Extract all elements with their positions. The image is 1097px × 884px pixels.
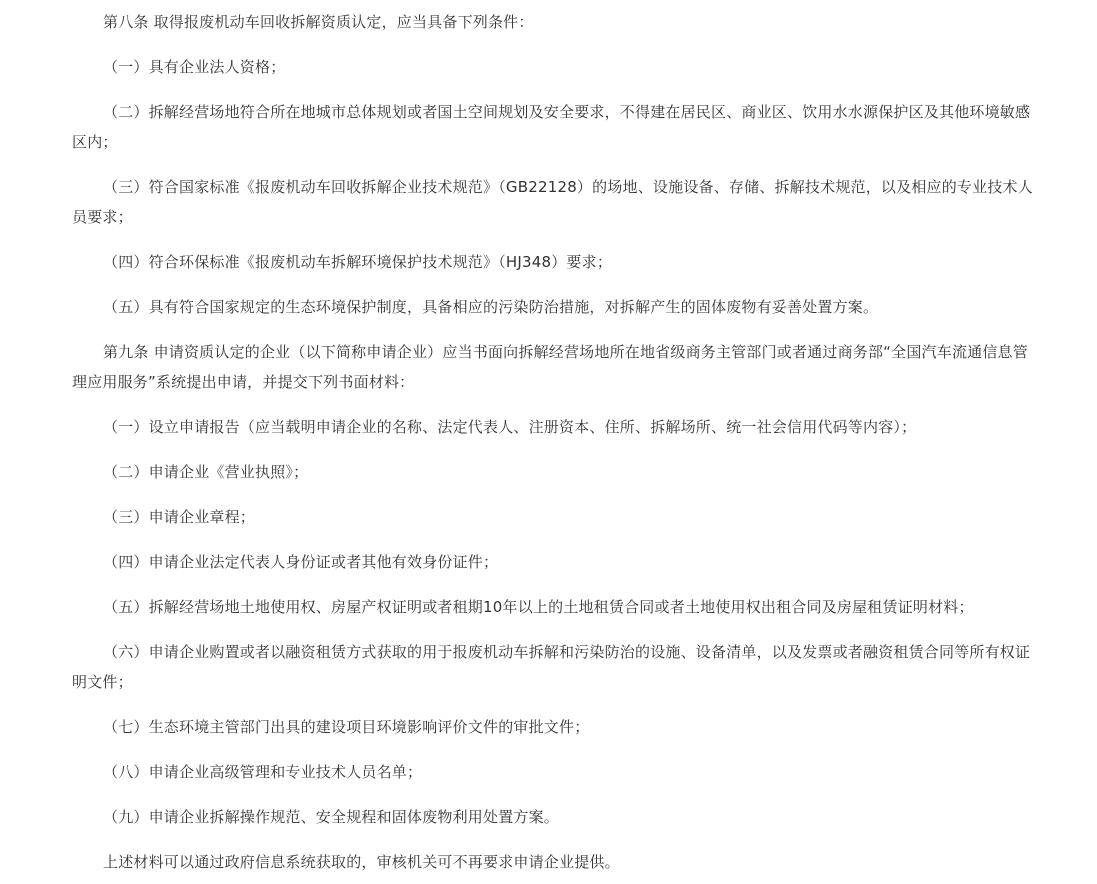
article-9-heading: 第九条 申请资质认定的企业（以下简称申请企业）应当书面向拆解经营场地所在地省级商务主管部门或者通过商务部“全国汽车流通信息管理应用服务”系统提出申请，并提交下列书面材料： xyxy=(72,343,1028,391)
article-9-item-3: （三）申请企业章程； xyxy=(103,508,256,526)
article-8-heading: 第八条 取得报废机动车回收拆解资质认定，应当具备下列条件： xyxy=(103,13,534,31)
article-9-item-8: （八）申请企业高级管理和专业技术人员名单； xyxy=(103,763,423,781)
article-9-item-1: （一）设立申请报告（应当载明申请企业的名称、法定代表人、注册资本、住所、拆解场所、统一社会信用代码等内容）； xyxy=(103,418,917,436)
article-9-item-5: （五）拆解经营场地土地使用权、房屋产权证明或者租期10年以上的土地租赁合同或者土地使用权出租合同及房屋租赁证明材料； xyxy=(103,598,974,616)
article-8-item-4: （四）符合环保标准《报废机动车拆解环境保护技术规范》（HJ348）要求； xyxy=(103,253,613,271)
article-8-item-5: （五）具有符合国家规定的生态环境保护制度，具备相应的污染防治措施，对拆解产生的固体废物有妥善处置方案。 xyxy=(103,298,879,316)
article-9-item-4: （四）申请企业法定代表人身份证或者其他有效身份证件； xyxy=(103,553,499,571)
article-9-item-2: （二）申请企业《营业执照》； xyxy=(103,463,309,481)
article-9-item-9: （九）申请企业拆解操作规范、安全规程和固体废物利用处置方案。 xyxy=(103,808,560,826)
article-8-item-3: （三）符合国家标准《报废机动车回收拆解企业技术规范》（GB22128）的场地、设施设备、存储、拆解技术规范，以及相应的专业技术人员要求； xyxy=(72,178,1033,226)
article-8-item-1: （一）具有企业法人资格； xyxy=(103,58,286,76)
article-8-item-2: （二）拆解经营场地符合所在地城市总体规划或者国土空间规划及安全要求，不得建在居民区、商业区、饮用水水源保护区及其他环境敏感区内； xyxy=(72,103,1031,151)
article-9-item-7: （七）生态环境主管部门出具的建设项目环境影响评价文件的审批文件； xyxy=(103,718,590,736)
article-9-item-6: （六）申请企业购置或者以融资租赁方式获取的用于报废机动车拆解和污染防治的设施、设备清单，以及发票或者融资租赁合同等所有权证明文件； xyxy=(72,643,1031,691)
document-body xyxy=(72,7,1042,877)
closing-note: 上述材料可以通过政府信息系统获取的，审核机关可不再要求申请企业提供。 xyxy=(103,853,620,871)
